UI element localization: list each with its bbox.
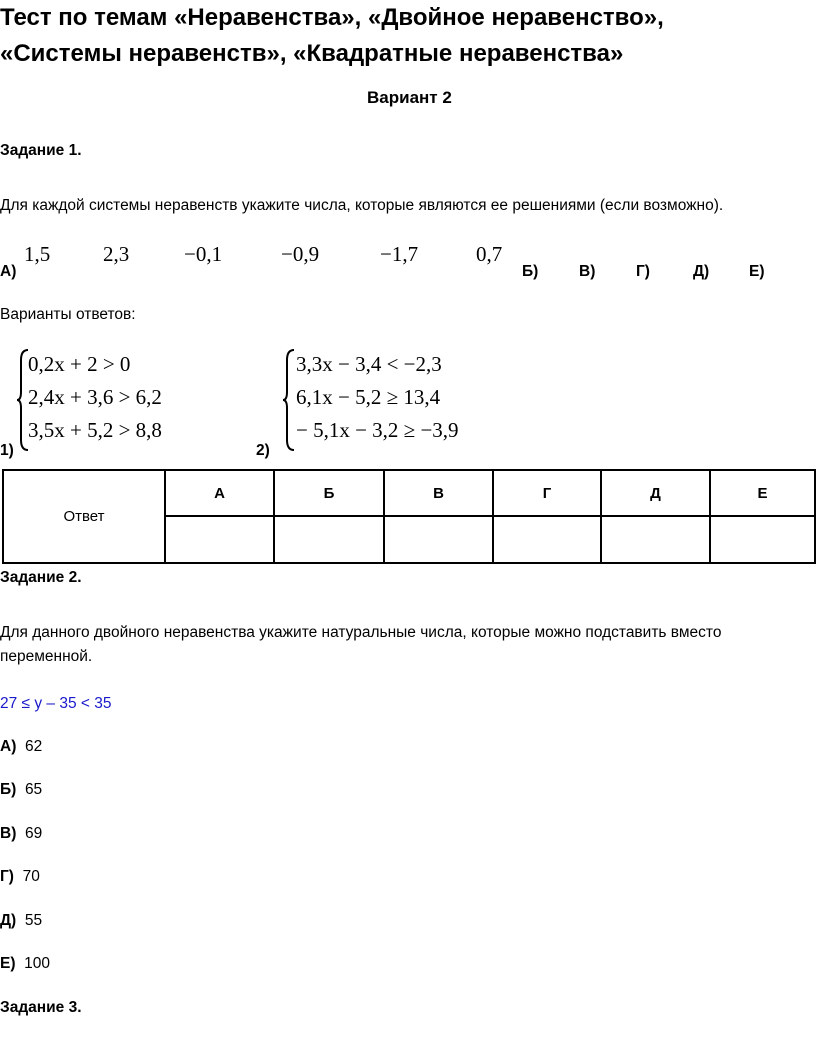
option-letter: Б) [0,781,17,798]
system-line: 3,5x + 5,2 > 8,8 [28,418,162,442]
answer-cell-v[interactable] [384,516,493,563]
system-line: − 5,1x − 3,2 ≥ −3,9 [296,418,459,442]
option-letter: Г) [0,868,14,885]
option-value: 69 [24,825,43,842]
option-value: 65 [24,781,43,798]
brace-icon [16,348,30,452]
option-value: 70 [22,868,40,885]
letter-b: Б) [522,263,539,280]
task2-text-line-1: Для данного двойного неравенства укажите натуральные числа, которые можно подставить вместо [0,624,722,641]
number: 2,3 [103,242,130,266]
answer-table [2,469,816,564]
task1-text: Для каждой системы неравенств укажите числа, которые являются ее решениями (если возможно). [0,197,724,214]
answer-cell-d[interactable] [601,516,710,563]
option-letter: Д) [0,912,17,929]
options-label: Варианты ответов: [0,306,136,323]
option-b [0,781,42,799]
number: −0,9 [281,242,320,266]
letter-d: Д) [693,263,710,280]
task2-text-line-2: переменной. [0,648,93,665]
option-letter: А) [0,738,17,755]
system-1-label: 1) [0,442,14,459]
option-d [0,912,42,930]
brace-icon [282,348,296,452]
option-value: 55 [24,912,43,929]
answer-cell-b[interactable] [274,516,384,563]
answer-cell-a[interactable] [165,516,274,563]
header-b: Б [274,470,384,516]
number: 1,5 [24,242,51,266]
number: 0,7 [476,242,503,266]
header-e: Е [710,470,815,516]
number: −1,7 [380,242,419,266]
variant-heading: Вариант 2 [367,88,452,107]
task2-heading: Задание 2. [0,569,82,586]
system-1 [16,348,162,447]
answer-cell-e[interactable] [710,516,815,563]
title-line-1: Тест по темам «Неравенства», «Двойное неравенство», [0,4,664,31]
letter-g: Г) [636,263,650,280]
title-line-2: «Системы неравенств», «Квадратные неравенства» [0,40,624,67]
header-g: Г [493,470,601,516]
header-d: Д [601,470,710,516]
option-value: 100 [24,955,50,972]
task1-heading: Задание 1. [0,142,82,159]
letter-e: Е) [749,263,765,280]
header-a: А [165,470,274,516]
answer-row-label: Ответ [3,470,165,563]
system-line: 0,2x + 2 > 0 [28,352,131,376]
option-e [0,955,50,973]
option-value: 62 [24,738,43,755]
option-g [0,868,40,886]
system-2-label: 2) [256,442,270,459]
double-inequality: 27 ≤ y – 35 < 35 [0,695,112,712]
system-2 [282,348,459,447]
option-letter: Е) [0,955,16,972]
letter-a: А) [0,263,17,280]
system-line: 6,1x − 5,2 ≥ 13,4 [296,385,441,409]
task3-heading: Задание 3. [0,999,82,1016]
answer-cell-g[interactable] [493,516,601,563]
header-v: В [384,470,493,516]
system-line: 2,4x + 3,6 > 6,2 [28,385,162,409]
option-v [0,825,42,843]
option-letter: В) [0,825,17,842]
option-a [0,738,42,756]
number: −0,1 [184,242,223,266]
letter-v: В) [579,263,596,280]
system-line: 3,3x − 3,4 < −2,3 [296,352,442,376]
